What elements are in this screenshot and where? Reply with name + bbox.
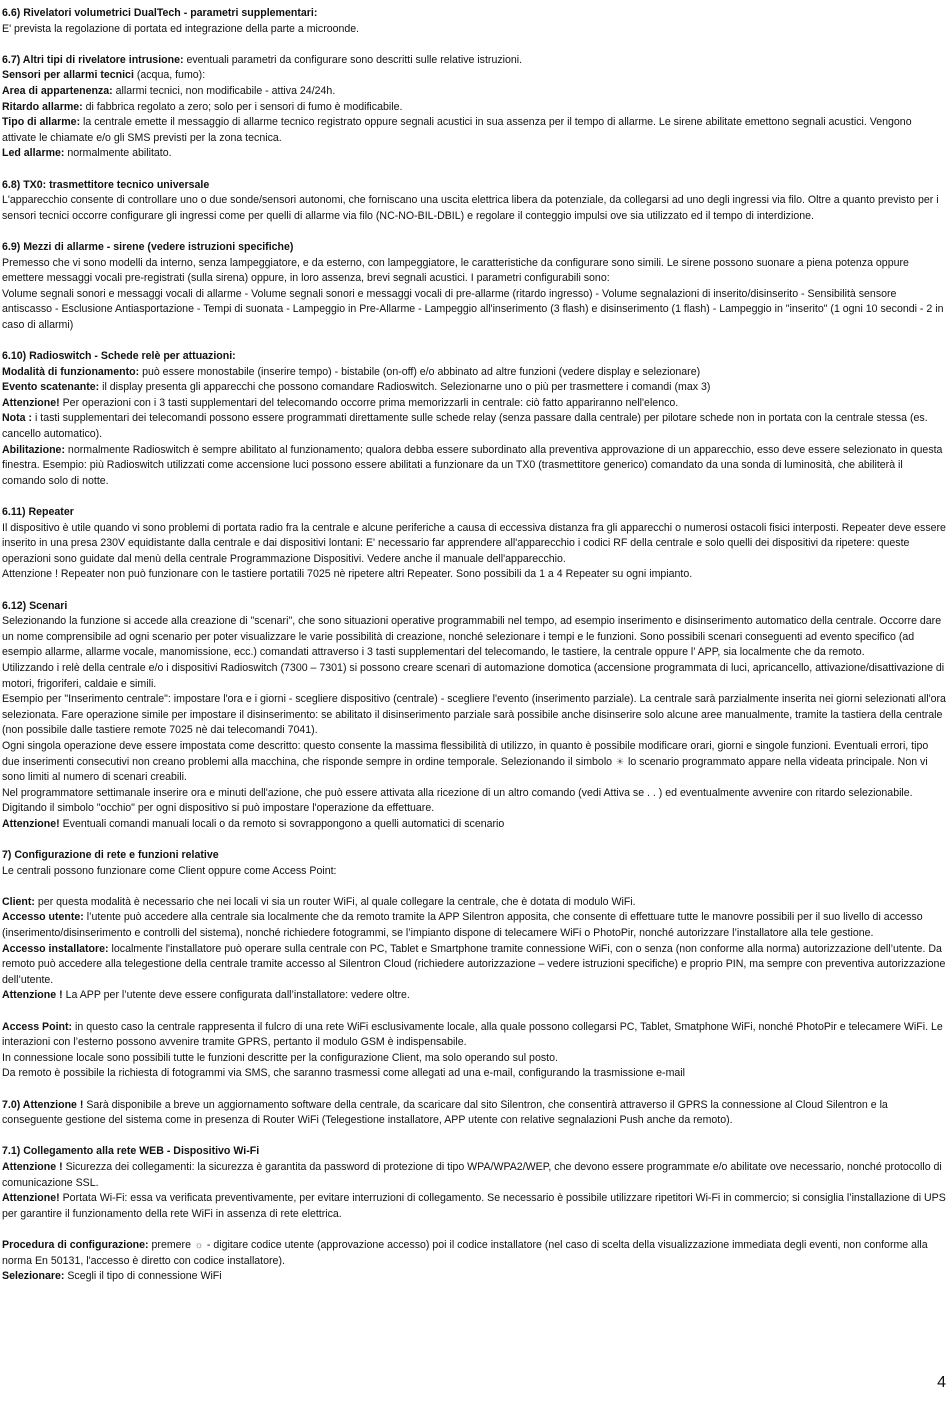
paragraph: Sensori per allarmi tecnici (acqua, fumo): [2, 69, 206, 82]
paragraph: Area di appartenenza: allarmi tecnici, non modificabile - attiva 24/24h. [2, 84, 336, 97]
paragraph: Ogni singola operazione deve essere impostata come descritto: questo consente la massima flessibilità di utilizzo, in quanto è possibile modificare orari, giorni e singole funzioni. Eventuali errori, tipo due inserimenti consecutivi non creano problemi alla macchina, che risponde sempre in ordine temporale. Selezionando il simbolo ☀ lo scenario programmato appare nella videata principale. Non vi sono limiti al numero di scenari creabili. [2, 739, 929, 784]
paragraph: Le centrali possono funzionare come Client oppure come Access Point: [2, 864, 337, 877]
paragraph: Attenzione ! Sicurezza dei collegamenti: la sicurezza è garantita da password di protezione di tipo WPA/WPA2/WEP, che devono essere programmate e/o abilitate ove necessario, nonché protocollo di comunicazione SSL. [2, 1160, 942, 1189]
heading-6-12: 6.12) Scenari [2, 599, 68, 612]
paragraph: Attenzione! Eventuali comandi manuali locali o da remoto si sovrappongono a quelli automatici di scenario [2, 817, 505, 830]
heading-6-10: 6.10) Radioswitch - Schede relè per attuazioni: [2, 350, 236, 363]
paragraph: Ritardo allarme: di fabbrica regolato a zero; solo per i sensori di fumo è modificabile. [2, 100, 403, 113]
paragraph: Led allarme: normalmente abilitato. [2, 147, 172, 160]
scenario-symbol-icon: ☀ [615, 756, 625, 768]
paragraph: In connessione locale sono possibili tutte le funzioni descritte per la configurazione Client, ma solo operando sul posto. [2, 1051, 558, 1064]
paragraph: Evento scatenante: il display presenta gli apparecchi che possono comandare Radioswitch. Selezionarne uno o più per trasmettere i comandi (max 3) [2, 381, 711, 394]
paragraph: Attenzione! Per operazioni con i 3 tasti supplementari del telecomando occorre prima memorizzarli in centrale: ciò fatto appariranno nell'elenco. [2, 396, 679, 409]
paragraph: Volume segnali sonori e messaggi vocali di allarme - Volume segnali sonori e messaggi vocali di pre-allarme (ritardo ingresso) - Volume segnalazioni di inserito/disinserito - Sensibilità sensore antiscasso - Esclusione Antiasportazione - Tempi di suonata - Lampeggio in Pre-Allarme - Lampeggio all'inserimento (3 flash) e disinserimento (1 flash) - Lampeggio in "inserito" (1 ogni 10 secondi - 2 in caso di allarmi) [2, 287, 944, 331]
heading-6-8: 6.8) TX0: trasmettitore tecnico universale [2, 178, 210, 191]
paragraph: Nota : i tasti supplementari dei telecomandi possono essere programmati direttamente sulle schede relay (senza passare dalla centrale) per pilotare schede non in portata con la centrale stessa (es. cancello automatico). [2, 412, 928, 441]
paragraph: Abilitazione: normalmente Radioswitch è sempre abilitato al funzionamento; qualora debba essere subordinato alla preventiva approvazione di un apparecchio, esso deve essere selezionato in questa finestra. Esempio: più Radioswitch utilizzati come accensione luci possono essere abilitati a funzionare da un TX0 (trasmettitore generico) comandato da una sonda di luminosità, che abiliterà il comando solo di notte. [2, 443, 943, 487]
gear-icon: ☼ [194, 1239, 204, 1251]
paragraph: Modalità di funzionamento: può essere monostabile (inserire tempo) - bistabile (on-off) e/o abbinato ad altre funzioni (vedere display e selezionare) [2, 365, 701, 378]
paragraph: Accesso installatore: localmente l'installatore può operare sulla centrale con PC, Tablet e Smartphone tramite connessione WiFi, con o senza (non conforme alla norma) autorizzazione dell’utente. Da remoto può accedere alla telegestione della centrale tramite accesso al Silentron Cloud (richiedere autorizzazione – vedere istruzioni specifiche) e proprio PIN, ma sempre con preventiva autorizzazione dell’utente. [2, 942, 946, 986]
paragraph: Da remoto è possibile la richiesta di fotogrammi via SMS, che saranno trasmessi come allegati ad una e-mail, configurando la trasmissione e-mail [2, 1067, 686, 1080]
heading-6-11: 6.11) Repeater [2, 506, 74, 518]
paragraph: Attenzione ! La APP per l’utente deve essere configurata dall’installatore: vedere oltre. [2, 989, 410, 1002]
paragraph: Access Point: in questo caso la centrale rappresenta il fulcro di una rete WiFi esclusivamente locale, alla quale possono collegarsi PC, Tablet, Smatphone WiFi, nonché PhotoPir e telecamere WiFi. Le interazioni con l’esterno possono avvenire tramite GPRS, pertanto il modulo GSM è indispensabile. [2, 1020, 943, 1049]
paragraph: Nel programmatore settimanale inserire ora e minuti dell'azione, che può essere attivata alla ricezione di un altro comando (vedi Attiva se . . ) ed eventualmente avvenire con ritardo selezionabile. Digitando il simbolo "occhio" per ogni dispositivo si può impostare l'operazione da effettuare. [2, 786, 913, 815]
document-page [2, 6, 946, 1285]
paragraph: Client: per questa modalità è necessario che nei locali vi sia un router WiFi, al quale collegare la centrale, che è dotata di modulo WiFi. [2, 895, 636, 908]
paragraph: Selezionare: Scegli il tipo di connessione WiFi [2, 1270, 222, 1283]
paragraph: 7.0) Attenzione ! Sarà disponibile a breve un aggiornamento software della centrale, da scaricare dal sito Silentron, che consentirà attraverso il GPRS la connessione al Cloud Silentron e la conseguente gestione del sistema come in presenza di Router WiFi (Telegestione installatore, APP utente con relative segnalazioni Push anche da remoto). [2, 1098, 888, 1127]
heading-6-7: 6.7) Altri tipi di rivelatore intrusione: [2, 53, 184, 66]
page-number: 4 [937, 1374, 946, 1391]
heading-6-6: 6.6) Rivelatori volumetrici DualTech - parametri supplementari: [2, 7, 318, 19]
paragraph: Utilizzando i relè della centrale e/o i dispositivi Radioswitch (7300 – 7301) si possono creare scenari di automazione domotica (accensione programmata di luci, apricancello, attivazione/disattivazione di motori, frigoriferi, caldaie e simili. [2, 661, 945, 690]
heading-7: 7) Configurazione di rete e funzioni relative [2, 849, 219, 862]
paragraph: Attenzione! Portata Wi-Fi: essa va verificata preventivamente, per evitare interruzioni di collegamento. Se necessario è possibile utilizzare ripetitori Wi-Fi in commercio; si consiglia l’installazione di UPS per garantire il funzionamento della rete WiFi in assenza di rete elettrica. [2, 1192, 946, 1220]
paragraph: 6.7) Altri tipi di rivelatore intrusione: eventuali parametri da configurare sono descritti sulle relative istruzioni. [2, 53, 523, 66]
paragraph: E' prevista la regolazione di portata ed integrazione della parte a microonde. [2, 22, 360, 35]
paragraph: L'apparecchio consente di controllare uno o due sonde/sensori autonomi, che forniscano una uscita elettrica libera da potenziale, da collegarsi ad uno degli ingressi via filo. Oltre a quanto previsto per i sensori tecnici occorre configurare gli ingressi come per quelli di allarme via filo (NC-NO-BIL-DBIL) e regolare il conteggio impulsi ove sia utilizzato ed il tempo di interdizione. [2, 194, 939, 222]
paragraph: Accesso utente: l’utente può accedere alla centrale sia localmente che da remoto tramite la APP Silentron apposita, che consente di effettuare tutte le manovre possibili per il suo livello di accesso (inserimento/disinserimento e controlli del sistema), nonché richiedere fotogrammi, se l’impianto dispone di telecamere WiFi o PhotoPir, nonché autorizzare l’installatore alla tele gestione. [2, 911, 923, 940]
paragraph: Attenzione ! Repeater non può funzionare con le tastiere portatili 7025 nè ripetere altri Repeater. Sono possibili da 1 a 4 Repeater su ogni impianto. [2, 568, 693, 581]
paragraph: Tipo di allarme: la centrale emette il messaggio di allarme tecnico registrato oppure segnali acustici in sua assenza per il tempo di allarme. Le sirene abilitate emettono segnali acustici. Vengono attivate le chiamate e/o gli SMS previsti per la zona tecnica. [2, 116, 912, 144]
paragraph: Procedura di configurazione: premere ☼ - digitare codice utente (approvazione accesso) poi il codice installatore (nel caso di scelta della visualizzazione immediata degli eventi, non conforme alla norma En 50131, l'accesso è diretto con codice installatore). [2, 1238, 928, 1267]
heading-7-0: 7.0) Attenzione ! [2, 1098, 84, 1111]
paragraph: Il dispositivo è utile quando vi sono problemi di portata radio fra la centrale e alcune periferiche a causa di eccessiva distanza fra gli apparecchi o numerosi ostacoli fisici interposti. Repeater deve essere inserito in una presa 230V equidistante dalla centrale e dai dispositivi lontani: E' necessario far apprendere all'apparecchio i codici RF della centrale e solo quelli dei dispositivi da ripetere: queste operazioni sono guidate dal menù della centrale Programmazione Dispositivi. Vedere anche il manuale dell'apparecchio. [2, 521, 946, 565]
heading-6-9: 6.9) Mezzi di allarme - sirene (vedere istruzioni specifiche) [2, 240, 294, 253]
paragraph: Esempio per "Inserimento centrale": impostare l'ora e i giorni - scegliere dispositivo (centrale) - scegliere l'evento (inserimento parziale). La centrale sarà parzialmente inserita nei giorni selezionati all'ora selezionata. Fare operazione simile per impostare il disinserimento: se abilitato il disinserimento parziale sarà possibile anche disinserire solo alcune aree manualmente, tramite la tastiera della centrale (non possibile dalle tastiere remote 7025 nè dai telecomandi 7041). [2, 693, 946, 737]
paragraph: Selezionando la funzione si accede alla creazione di "scenari", che sono situazioni operative programmabili nel tempo, ad esempio inserimento e disinserimento automatico della centrale. Occorre dare un nome comprensibile ad ogni scenario per poter visualizzare le varie possibilità di creazione, nonché selezionare i tempi e le funzioni. Sono possibili scenari conseguenti ad evento specifico (ad esempio allarme, allarme vocale, manomissione, ecc.) comandati attraverso i 3 tasti supplementari del telecomando, le tastiere, la centrale oppure l’ APP, sia localmente che da remoto. [2, 615, 942, 659]
heading-7-1: 7.1) Collegamento alla rete WEB - Dispositivo Wi-Fi [2, 1145, 260, 1158]
paragraph: Premesso che vi sono modelli da interno, senza lampeggiatore, e da esterno, con lampeggiatore, le caratteristiche da configurare sono simili. Le sirene possono suonare a piena potenza oppure emettere messaggi vocali pre-registrati (sulla sirena) oppure, in loro assenza, brevi segnali acustici. I parametri configurabili sono: [2, 256, 909, 285]
